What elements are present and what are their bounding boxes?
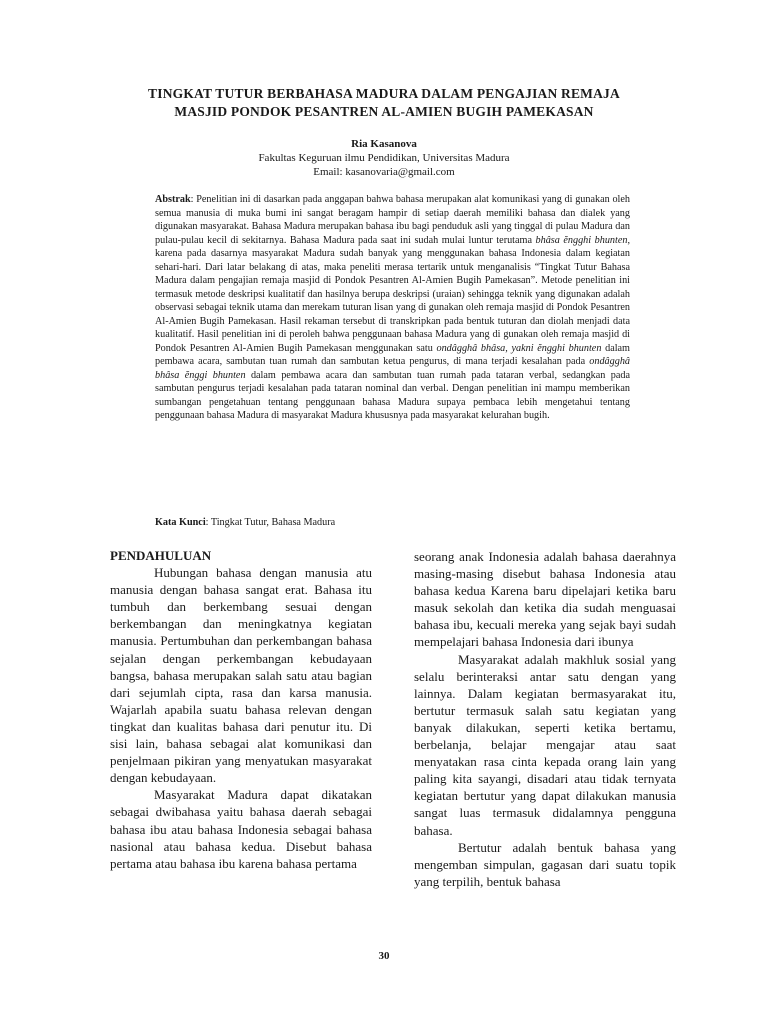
abstract-text-1: : Penelitian ini di dasarkan pada anggapan bahwa bahasa merupakan alat komunikasi yang di gunakan oleh semua manusia di muka bumi ini sangat beragam hampir di setiap daerah memiliki bahasa dan dialek yang digunakan masyarakat. Bahasa Madura merupakan bahasa ibu bagi penduduk asli yang tinggal di pulau Madura dan pulau-pulau kecil di sekitarnya. Bahasa Madura pada saat ini sudah mulai luntur terutama xyxy=(155,194,630,246)
paragraph: Bertutur adalah bentuk bahasa yang mengemban simpulan, gagasan dari suatu topik yang terpilih, bentuk bahasa xyxy=(414,839,676,889)
paragraph: Masyarakat Madura dapat dikatakan sebagai dwibahasa yaitu bahasa daerah sebagai bahasa ibu atau bahasa Indonesia sebagai bahasa nasional atau bahasa kedua. Disebut bahasa pertama atau bahasa ibu karena bahasa pertama xyxy=(110,787,372,871)
left-column xyxy=(110,547,372,872)
author-affiliation: Fakultas Keguruan ilmu Pendidikan, Universitas Madura xyxy=(258,152,510,164)
abstract xyxy=(155,193,630,423)
paragraph: Masyarakat adalah makhluk sosial yang selalu berinteraksi antar satu dengan yang lainnya. Dalam kegiatan bermasyarakat itu, bertutur termasuk salah satu kegiatan yang banyak dilakukan, seperti ketika bertamu, berbelanja, belajar mengajar atau saat menyatakan rasa cinta kepada orang lain yang paling kita sayangi, disadari atau tidak ternyata kegiatan bertutur yang dapat dilakukan manusia sangat luas termasuk didalamnya pengguna bahasa. xyxy=(414,651,676,838)
title-line-1: TINGKAT TUTUR BERBAHASA MADURA DALAM PENGAJIAN REMAJA xyxy=(148,86,620,101)
abstract-italic-2: ondâgghâ bhâsa, yakni ĕngghi bhunten xyxy=(436,342,602,354)
paper-title xyxy=(100,85,668,121)
abstract-italic-3: ondâgghâ bhâsa ĕnggi bhunten xyxy=(155,356,630,381)
keywords-text: : Tingkat Tutur, Bahasa Madura xyxy=(205,517,336,528)
keywords xyxy=(155,516,630,529)
abstract-text-4: dalam pembawa acara dan sambutan tuan rumah pada tataran verbal, sedangkan pada sambutan pengurus terjadi kesalahan pada tataran nominal dan verbal. Dengan penelitian ini mampu memberikan sumbangan pengetahuan tentang penggunaan bahasa Madura supaya pembaca lebih mengetahui tentang penggunaan bahasa Madura di masyarakat Madura khususnya pada masyarakat kelurahan bugih. xyxy=(155,369,630,421)
page-number: 30 xyxy=(378,950,390,962)
paragraph: Hubungan bahasa dengan manusia atu manusia dengan bahasa sangat erat. Bahasa itu tumbuh dan berkembang sesuai dengan berkembangan dan meningkatnya kegiatan manusia. Pertumbuhan dan perkembangan bahasa sejalan dengan perkembangan kebudayaan bangsa, bahasa merupakan salah satu atau bagian dari sejumlah cipta, rasa dan karsa manusia. Wajarlah apabila suatu bahasa relevan dengan tingkat dan kualitas bahasa dari penutur itu. Di sisi lain, bahasa sebagai alat komunikasi dan penjelmaan pikiran yang menyatukan masyarakat dengan kebudayaan. xyxy=(110,565,372,786)
title-line-2: MASJID PONDOK PESANTREN AL-AMIEN BUGIH PAMEKASAN xyxy=(174,104,594,119)
abstract-italic-1: bhâsa ĕngghi bhunten xyxy=(535,234,628,246)
keywords-label: Kata Kunci xyxy=(155,517,206,528)
author-name: Ria Kasanova xyxy=(351,138,417,150)
paragraph: seorang anak Indonesia adalah bahasa daerahnya masing-masing disebut bahasa Indonesia atau bahasa kedua Karena baru dipelajari ketika baru masuk sekolah dan ketika dia sudah menguasai bahasa ibu, kecuali mereka yang sejak bayi sudah mempelajari bahasa Indonesia dari ibunya xyxy=(414,549,676,650)
section-heading: PENDAHULUAN xyxy=(110,548,212,563)
author-email: Email: kasanovaria@gmail.com xyxy=(313,166,455,178)
author-block xyxy=(100,137,668,179)
right-column xyxy=(414,548,676,890)
abstract-text-3: dalam pembawa acara, sambutan tuan rumah dan sambutan ketua pengurus, di mana terjadi kesalahan pada xyxy=(155,342,630,367)
abstract-label: Abstrak xyxy=(155,194,191,205)
abstract-text-2: , karena pada dasarnya masyarakat Madura sudah banyak yang menggunakan bahasa Indonesia dalam kegiatan sehari-hari. Dari latar belakang di atas, maka peneliti merasa tertarik untuk menganalisis “Tingkat Tutur Bahasa Madura dalam pengajian remaja masjid di Pondok Pesantren Al-Amien Bugih Pamekasan”. Metode penelitian ini termasuk metode deskripsi kualitatif dan hasilnya berupa deskripsi (uraian) sehingga teknik yang digunakan adalah observasi sebagai teknik utama dan merekam tuturan lisan yang di gunakan oleh remaja masjid di Pondok Pesantren Al-Amien Bugih Pamekasan. Hasil rekaman tersebut di transkripkan pada bentuk tuturan dan diolah menjadi data kualitatif. Hasil penelitian ini di peroleh bahwa penggunaan bahasa Madura yang di gunakan oleh remaja masjid di Pondok Pesantren Al-Amien Bugih Pamekasan menggunakan satu xyxy=(155,234,631,354)
